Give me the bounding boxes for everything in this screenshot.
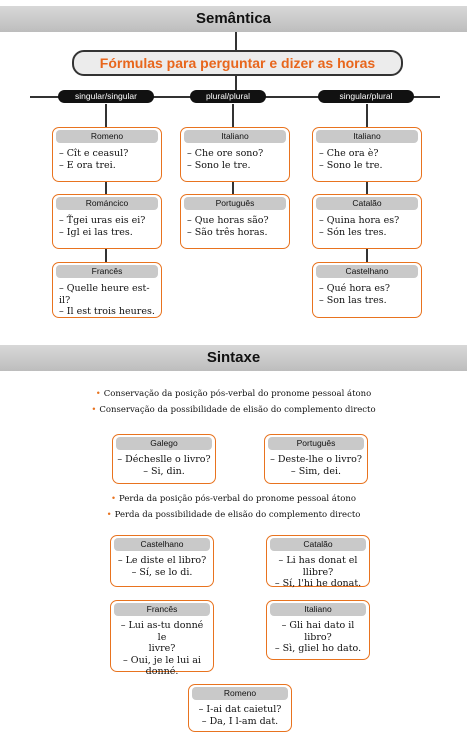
- answer: – Sono le tre.: [319, 159, 383, 171]
- box-italiano-plural: [180, 127, 290, 182]
- box-header: Catalão: [316, 197, 418, 210]
- question: – I-ai dat caietul?: [198, 704, 282, 715]
- answer: – E ora trei.: [59, 159, 116, 171]
- answer: – Sí, l'hi he donat.: [274, 578, 362, 589]
- box-header: Italiano: [316, 130, 418, 143]
- answer: – Sì, gliel ho dato.: [274, 643, 362, 654]
- question: – Que horas são?: [187, 215, 269, 226]
- box-frances-sintaxe: [110, 600, 214, 677]
- question: – Déchesllе o livro?: [117, 454, 211, 465]
- box-portugues: [180, 194, 290, 249]
- box-romancico: [52, 194, 162, 249]
- bullet-perda-posicao: • Perda da posição pós-verbal do pronome pessoal átono: [110, 494, 357, 504]
- box-frances: [52, 262, 162, 318]
- box-galego: [112, 434, 216, 484]
- box-header: Galego: [116, 437, 212, 450]
- question: – Qué hora es?: [319, 283, 390, 294]
- answer: – São três horas.: [187, 226, 268, 238]
- answer: – Il est trois heures.: [59, 306, 155, 317]
- connector-formula-top: [235, 32, 237, 50]
- answer: – Igl ei las tres.: [59, 226, 133, 238]
- question: – Che ore sono?: [187, 148, 264, 159]
- box-header: Romeno: [192, 687, 288, 700]
- box-catalao: [312, 194, 422, 249]
- box-header: Catalão: [270, 538, 366, 551]
- box-catalao-sintaxe: [266, 535, 370, 587]
- question: – Che ora è?: [319, 148, 379, 159]
- question: – T̃gei uras eis ei?: [59, 215, 146, 226]
- box-italiano-sintaxe: [266, 600, 370, 660]
- answer: – Da, I l-am dat.: [201, 715, 279, 727]
- bullet-text: Perda da possibilidade de elisão do complemento directo: [114, 510, 361, 520]
- box-header: Francês: [114, 603, 210, 616]
- box-header: Romeno: [56, 130, 158, 143]
- box-portugues-sintaxe: [264, 434, 368, 484]
- answer: – Si, din.: [143, 465, 185, 477]
- answer: – Son las tres.: [319, 294, 387, 306]
- answer: – Sim, dei.: [290, 465, 342, 477]
- box-castelhano-sintaxe: [110, 535, 214, 587]
- group-singular-singular: singular/singular: [58, 90, 154, 103]
- group-plural-plural: plural/plural: [190, 90, 266, 103]
- box-header: Português: [268, 437, 364, 450]
- bullet-perda-elisao: • Perda da possibilidade de elisão do complemento directo: [106, 510, 361, 520]
- bullet-text: Conservação da posição pós-verbal do pronome pessoal átono: [103, 389, 372, 399]
- box-header: Francês: [56, 265, 158, 278]
- question: – Quelle heure est-il?: [59, 283, 150, 306]
- bullet-conservacao-elisao: • Conservação da possibilidade de elisão do complemento directo: [91, 405, 376, 415]
- box-header: Português: [184, 197, 286, 210]
- sintaxe-title: Sintaxe: [0, 345, 467, 371]
- question: – Li has donat el llibre?: [278, 555, 358, 578]
- bullet-text: Conservação da possibilidade de elisão do complemento directo: [99, 405, 376, 415]
- question-line-2: livre?: [148, 643, 176, 654]
- box-castelhano: [312, 262, 422, 318]
- box-header: Románcico: [56, 197, 158, 210]
- question-line-1: – Lui as-tu donné le: [120, 620, 204, 643]
- question: – Cît e ceasul?: [59, 148, 129, 159]
- box-header: Castelhano: [316, 265, 418, 278]
- box-italiano-singular: [312, 127, 422, 182]
- box-romeno: [52, 127, 162, 182]
- answer-line-2: donné.: [145, 666, 179, 677]
- bullet-text: Perda da posição pós-verbal do pronome pessoal átono: [118, 494, 357, 504]
- answer: – Són les tres.: [319, 226, 387, 238]
- answer: – Sí, se lo di.: [131, 566, 193, 578]
- answer: – Sono le tre.: [187, 159, 251, 171]
- question: – Quina hora es?: [319, 215, 400, 226]
- box-header: Castelhano: [114, 538, 210, 551]
- group-singular-plural: singular/plural: [318, 90, 414, 103]
- question-line-1: – Gli hai dato il: [281, 620, 355, 631]
- answer-line-1: – Oui, je le lui ai: [123, 654, 201, 666]
- question: – Le diste el libro?: [117, 555, 207, 566]
- box-header: Italiano: [184, 130, 286, 143]
- formula-title: Fórmulas para perguntar e dizer as horas: [72, 50, 403, 76]
- bullet-conservacao-posicao: • Conservação da posição pós-verbal do pronome pessoal átono: [95, 389, 372, 399]
- question: – Deste-lhe o livro?: [270, 454, 362, 465]
- semantica-title: Semântica: [0, 6, 467, 32]
- question-line-2: libro?: [304, 631, 332, 643]
- box-romeno-sintaxe: [188, 684, 292, 732]
- box-header: Italiano: [270, 603, 366, 616]
